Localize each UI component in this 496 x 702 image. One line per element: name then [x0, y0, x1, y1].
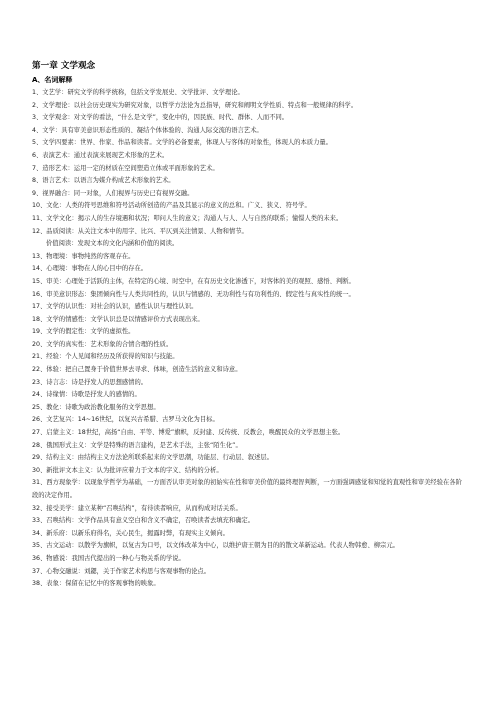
term-entry: 28、俄国形式主义：文学是特殊的语言建构，是艺术手法，主张“陌生化”。	[32, 441, 242, 449]
term-entry: 23、诗言志：诗是抒发人的思想感情的。	[32, 378, 148, 386]
term-entry: 6、表演艺术：通过表演来展现艺术形象的艺术。	[32, 151, 169, 159]
term-entry: 38、表象：保留在记忆中的客观事物的映象。	[32, 580, 160, 588]
document-body	[32, 60, 464, 591]
term-entry: 17、文学的认识性：对社会的认识，感性认识与理性认识。	[32, 303, 198, 311]
term-entry: 30、新批评文本主义：认为批评应着力于文本的字义、结构的分析。	[32, 466, 223, 474]
term-entry: 20、文学的真实性：艺术形象的合情合理的性质。	[32, 340, 173, 348]
term-entry: 15、审美：心理处于活跃的主体，在特定的心境、时空中，在有历史文化渗透下，对客体的美的观照、感悟、判断。	[32, 277, 355, 285]
term-entry: 3、文学观念：对文学的看法，“什么是文学”，变化中的，因民族、时代、群体、人而不同。	[32, 114, 289, 122]
term-entry: 12、品质阅读：从关注文本中的用字、比兴、平仄到关注情景、人物和情节。	[32, 227, 248, 235]
term-entry: 5、文学四要素：世界、作家、作品和读者。文学的必备要素，体现人与客体的对象性，体现人的本质力量。	[32, 139, 332, 147]
term-entry: 9、视界融合：同一对象，人们视界与历史已有视界交融。	[32, 189, 194, 197]
term-entry: 13、物理境：事物纯然的客观存在。	[32, 252, 135, 260]
term-entry: 32、接受美学：建立某种“召唤结构”，有待读者响应，从而构成对话关系。	[32, 504, 242, 512]
term-entry: 22、体验：把自己置身于价值世界去寻求、体味，创造生活的意义和诗意。	[32, 366, 242, 374]
term-entry: 34、新乐府：以新乐府得名，关心民生，揭露时弊，有现实主义倾向。	[32, 529, 229, 537]
term-entry: 33、召唤结构：文学作品具有意义空白和含义不确定，召唤读者去填充和确定。	[32, 517, 255, 525]
term-entry: 26、文艺复兴：14~16世纪，以复兴古希腊、古罗马文化为目标。	[32, 416, 219, 424]
chapter-title: 第一章 文学观念	[32, 61, 96, 71]
term-entry: 37、心物交融说：刘勰，关于作家艺术构思与客观事物的论点。	[32, 567, 211, 575]
term-entry: 2、文学理论：以社会历史现实为研究对象，以哲学方法论为总指导，研究和阐明文学性质、特点和一般规律的科学。	[32, 101, 358, 109]
term-entry: 25、教化：诗歌为政治教化服务的文学思想。	[32, 403, 160, 411]
term-entry: 29、结构主义：由结构主义方法论所联系起来的文学思潮，功能层、行动层、叙述层。	[32, 454, 273, 462]
term-entry: 8、语言艺术：以语言为媒介构成艺术形象的艺术。	[32, 177, 175, 185]
term-entry: 1、文艺学：研究文学的科学统称，包括文学发展史、文学批评、文学理论。	[32, 89, 244, 96]
term-entry: 21、经验：个人见闻和经历及所获得的知识与技能。	[32, 353, 179, 361]
term-entry: 35、古文运动：以散学为旗帜，以复古为口号，以文体改革为中心，以维护唐王朝为目的的散文革新运动。代表人物韩愈、柳宗元。	[32, 542, 399, 550]
term-entry: 36、物感说：我国古代提出的一种心与物关系的学说。	[32, 554, 185, 562]
term-entry: 19、文学的假定性：文学的虚拟性。	[32, 328, 135, 336]
term-entry: 7、造形艺术：运用一定的材质在空间塑造立体或平面形象的艺术。	[32, 164, 219, 172]
term-list	[32, 87, 464, 591]
term-entry: 10、文化：人类的符号思维和符号活动所创造的产品及其显示的意义的总和。广义、狭义、符号学。	[32, 202, 311, 210]
section-title: A、名词解释	[32, 76, 73, 84]
term-entry: 18、文学的情感性：文学认识总是以情感评价方式表现出来。	[32, 315, 204, 323]
term-entry: 4、文学：具有审美意识形态性质的、凝结个体体验的、沟通人际交流的语言艺术。	[32, 126, 263, 134]
term-entry: 31、西方现象学：以现象学哲学为基础，一方面否认审美对象的初始实在性和审美价值的最终理智判断，一方面强调感觉和知觉的直观性和审美经验在各阶段的决定作用。	[32, 479, 462, 499]
term-entry: 16、审美意识形态：集团倾向性与人类共同性的，认识与情感的、无功利性与有功利性的、假定性与真实性的统一。	[32, 290, 355, 298]
term-entry: 24、诗缘情：诗歌是抒发人的感情的。	[32, 391, 141, 399]
term-entry: 27、启蒙主义：18世纪，高扬“自由、平等、博爱”旗帜，反封建、反传统、反教会，唤醒民众的文学思想主张。	[32, 429, 345, 437]
term-entry: 14、心理境：事物在人的心目中的存在。	[32, 265, 148, 273]
term-entry: 11、文学文化：揭示人的生存境遇和状况；叩问人生的意义；沟通人与人、人与自然的联系；憧憬人类的未来。	[32, 214, 343, 222]
term-entry: 价值阅读：发现文本的文化内涵和价值的阅读。	[46, 240, 179, 248]
